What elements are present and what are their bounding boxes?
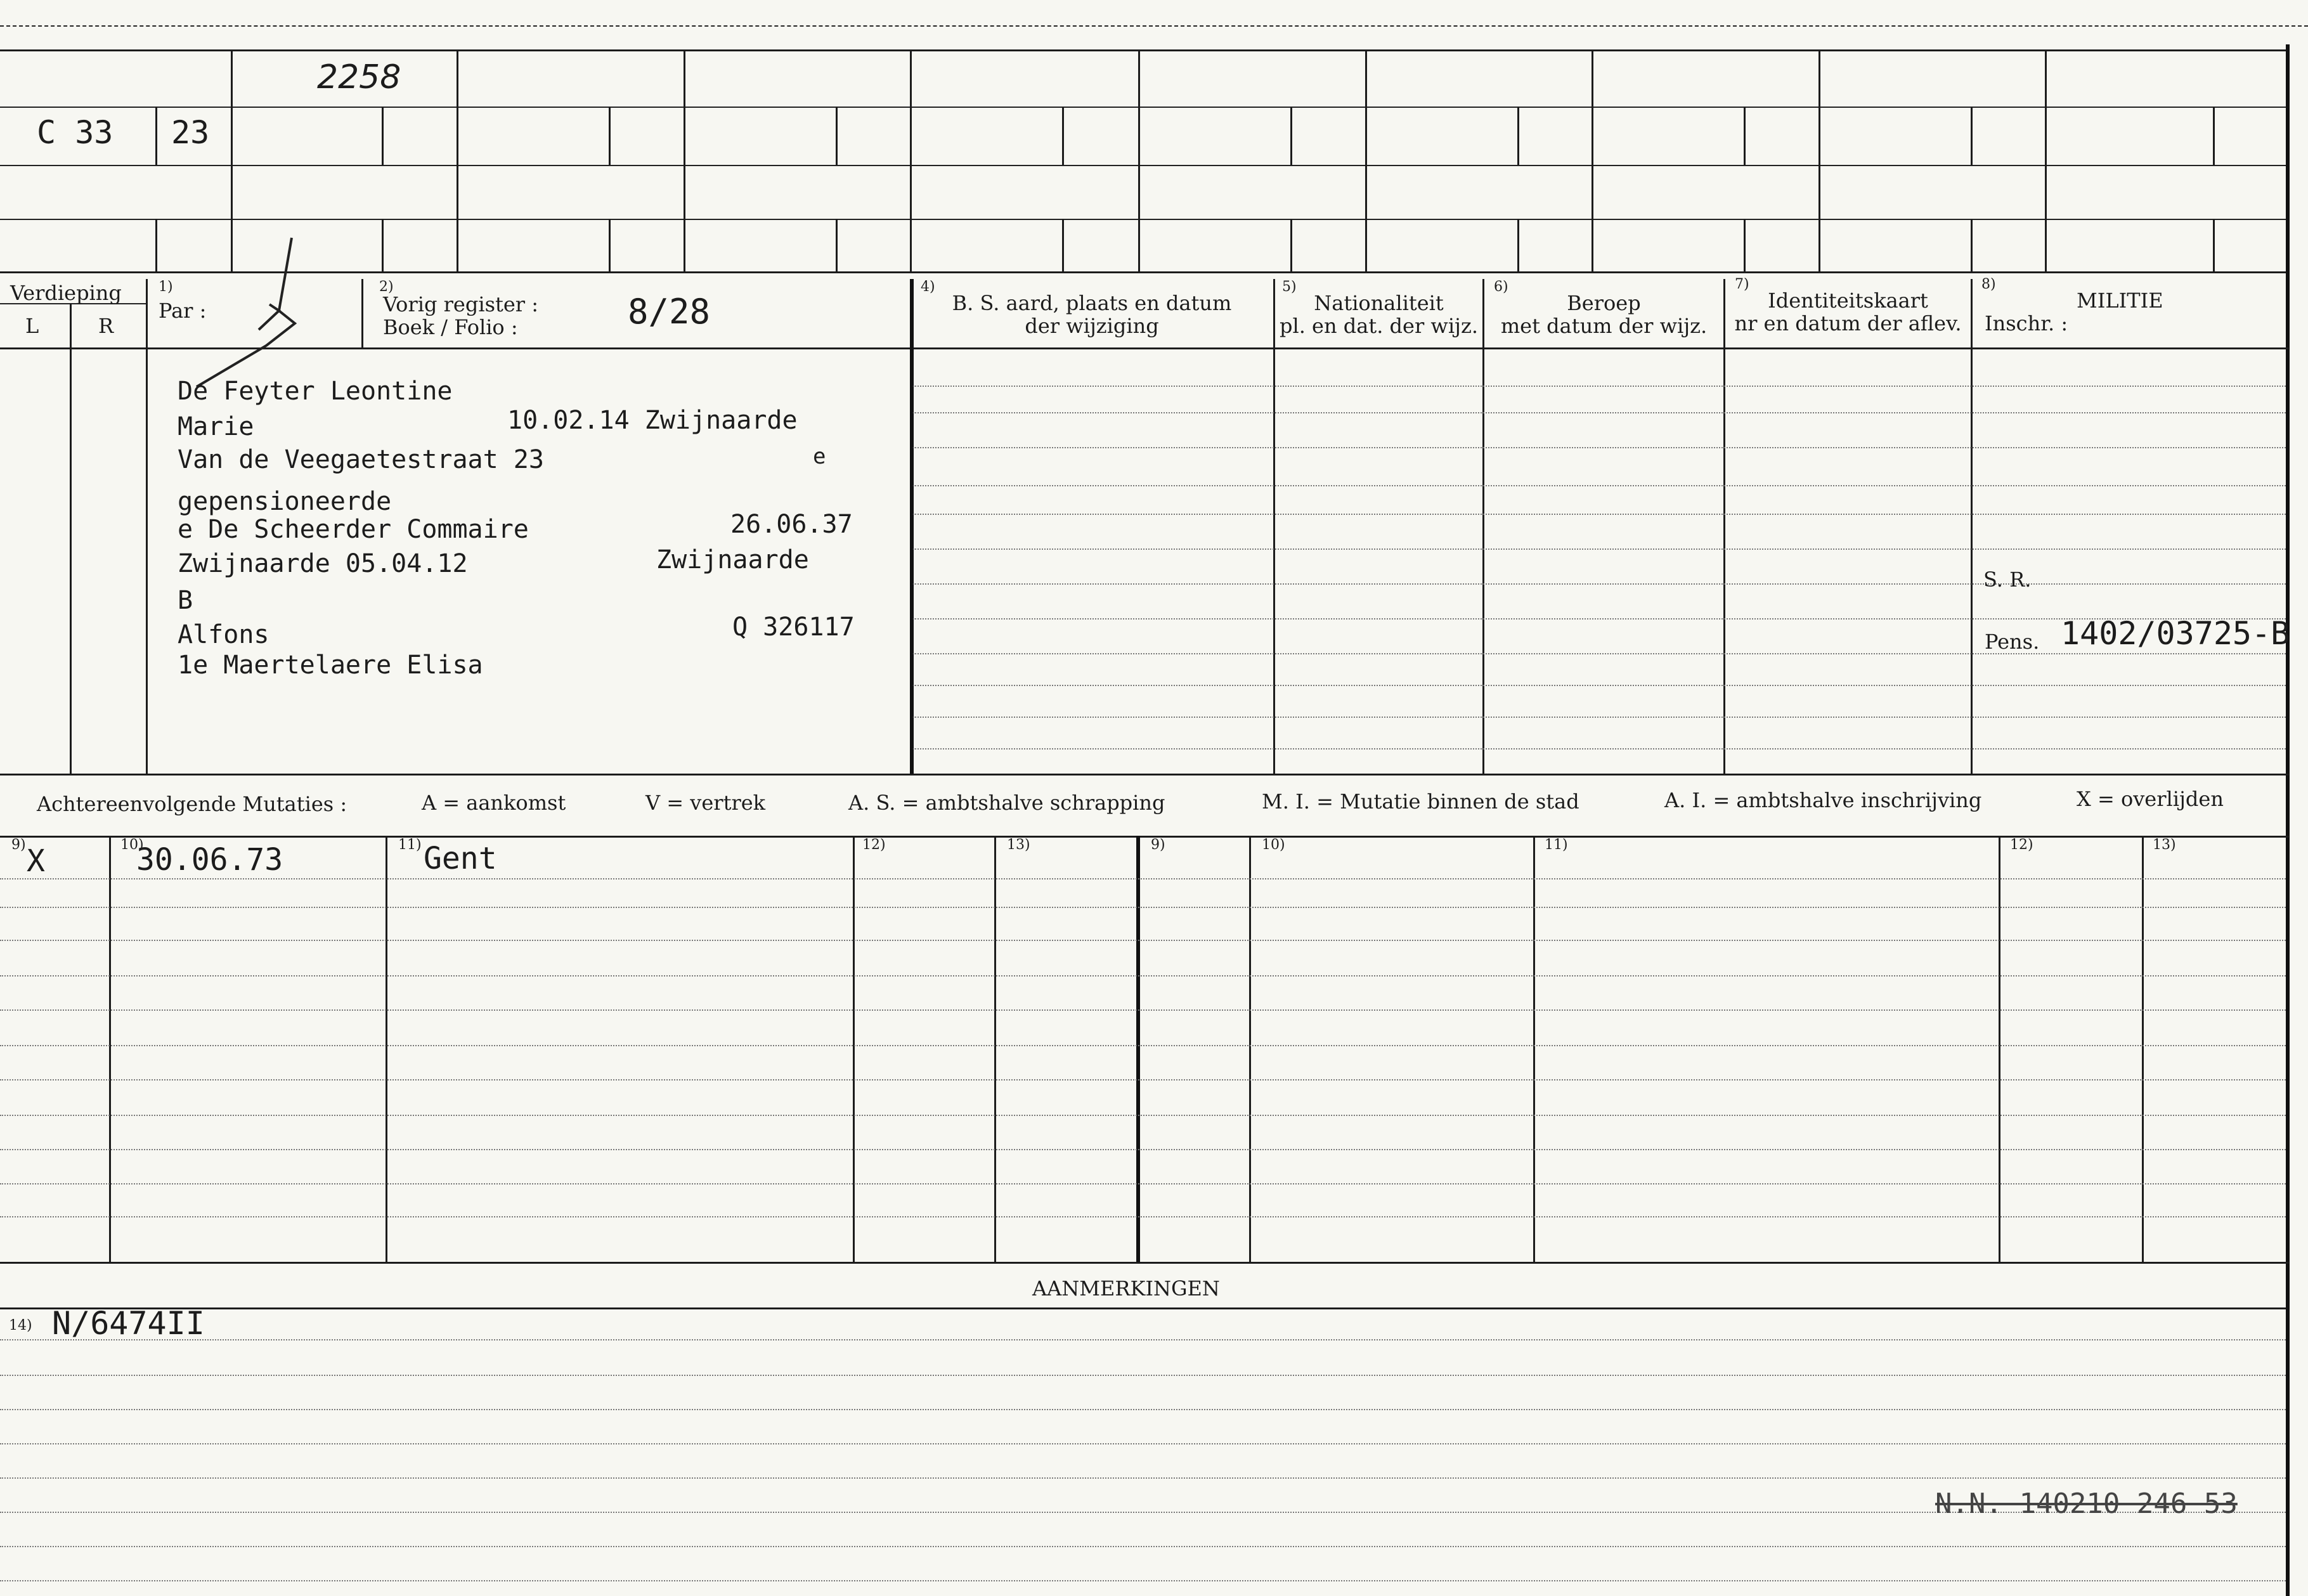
nationaliteit-line1: Nationaliteit (1314, 291, 1444, 315)
person-occupation: gepensioneerde (178, 487, 392, 516)
legend-ambtshalve-schrapping: A. S. = ambtshalve schrapping (848, 791, 1165, 815)
nationaliteit-line2: pl. en dat. der wijz. (1279, 314, 1478, 338)
verdieping-l: L (25, 314, 39, 338)
par-pointer-mark (184, 235, 311, 393)
footnote-2: 2) (379, 279, 394, 295)
mutation-place: Gent (424, 841, 497, 876)
verdieping-label: Verdieping (10, 281, 122, 305)
mut-fn10-left: 10) (120, 837, 144, 853)
legend-vertrek: V = vertrek (645, 791, 766, 815)
footnote-1: 1) (159, 279, 173, 295)
footnote-4: 4) (921, 279, 935, 295)
person-spouse-birth: Zwijnaarde 05.04.12 (178, 549, 468, 578)
person-letter: B (178, 586, 193, 615)
par-label: Par : (159, 299, 207, 323)
boek-folio-label: Boek / Folio : (383, 315, 518, 339)
pens-value: 1402/03725-B (2061, 615, 2290, 652)
national-number: N.N. 140210 246 53 (1935, 1488, 2238, 1520)
top-edge-line (0, 25, 2308, 27)
block-code: C 33 (37, 114, 113, 151)
mut-fn9-left: 9) (11, 837, 26, 853)
mut-fn13-left: 13) (1007, 837, 1030, 853)
identiteitskaart-line2: nr en datum der aflev. (1734, 311, 1962, 335)
legend-aankomst: A = aankomst (422, 791, 566, 815)
bs-header-line2: der wijziging (1025, 314, 1159, 338)
remarks-title: AANMERKINGEN (1032, 1276, 1220, 1301)
footnote-7: 7) (1735, 276, 1749, 292)
person-spouse-first: Alfons (178, 620, 269, 649)
footnote-14: 14) (9, 1318, 32, 1333)
identiteitskaart-line1: Identiteitskaart (1768, 289, 1928, 313)
person-first-name: Marie (178, 412, 254, 441)
mut-fn11-left: 11) (398, 837, 422, 853)
mut-fn12-right: 12) (2010, 837, 2033, 853)
block-number: 23 (171, 114, 210, 151)
person-id: Q 326117 (732, 613, 855, 642)
legend-ambtshalve-inschrijving: A. I. = ambtshalve inschrijving (1664, 788, 1982, 812)
person-spouse-date: 26.06.37 (730, 510, 853, 539)
person-address: Van de Veegaetestraat 23 (178, 445, 544, 474)
remarks-value: N/6474II (52, 1305, 205, 1342)
person-spouse: e De Scheerder Commaire (178, 515, 529, 544)
sr-label: S. R. (1983, 568, 2032, 592)
beroep-line2: met datum der wijz. (1500, 314, 1708, 338)
mut-fn10-right: 10) (1262, 837, 1285, 853)
person-spouse-place: Zwijnaarde (656, 545, 809, 574)
footnote-8: 8) (1981, 276, 1996, 292)
mut-fn13-right: 13) (2153, 837, 2176, 853)
inschr-label: Inschr. : (1985, 311, 2068, 335)
footnote-6: 6) (1494, 279, 1508, 295)
verdieping-r: R (98, 314, 114, 338)
footnote-5: 5) (1282, 279, 1297, 295)
mutations-title: Achtereenvolgende Mutaties : (37, 792, 347, 816)
beroep-line1: Beroep (1567, 291, 1641, 315)
person-birth: 10.02.14 Zwijnaarde (507, 406, 798, 435)
handwritten-number: 2258 (317, 58, 401, 96)
militie-label: MILITIE (2077, 289, 2163, 313)
mutation-type: X (27, 843, 45, 879)
mut-fn9-right: 9) (1151, 837, 1165, 853)
person-address-mark: e (813, 444, 826, 469)
mutation-date: 30.06.73 (136, 842, 283, 878)
person-name: De Feyter Leontine (178, 377, 453, 406)
mut-fn11-right: 11) (1545, 837, 1568, 853)
mut-fn12-left: 12) (862, 837, 886, 853)
pens-label: Pens. (1985, 630, 2040, 654)
boek-folio-value: 8/28 (628, 292, 711, 332)
bs-header-line1: B. S. aard, plaats en datum (952, 291, 1232, 315)
legend-mutatie-binnen-stad: M. I. = Mutatie binnen de stad (1262, 789, 1579, 814)
legend-overlijden: X = overlijden (2077, 787, 2224, 811)
vorig-register-label: Vorig register : (383, 292, 539, 316)
person-previous-spouse: 1e Maertelaere Elisa (178, 651, 483, 680)
